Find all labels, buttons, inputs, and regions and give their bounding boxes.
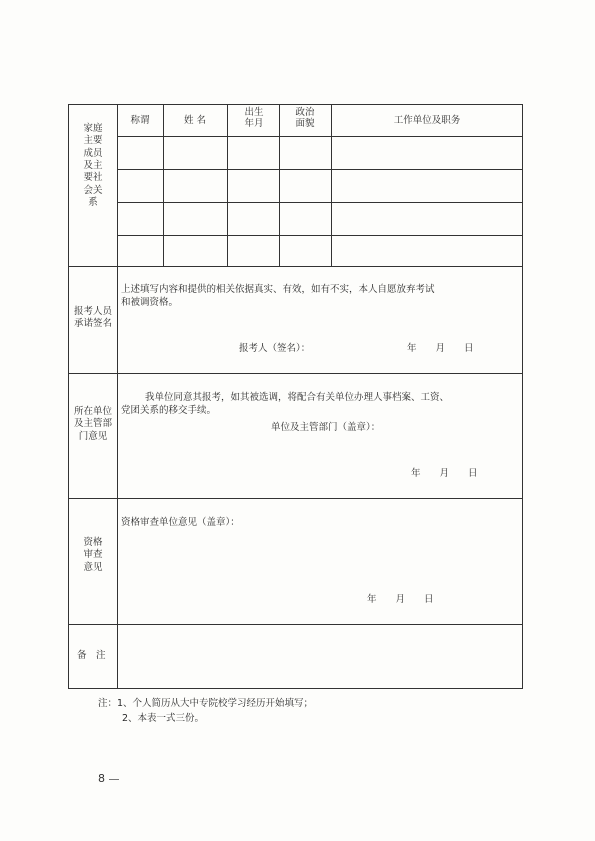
page-number-dash: [109, 779, 119, 780]
review-section-label: 资格审查意见: [83, 537, 103, 573]
unit-statement: 我单位同意其报考，如其被选调，将配合有关单位办理人事档案、工资、: [145, 392, 450, 403]
row-divider: [117, 202, 523, 203]
column-divider: [331, 105, 332, 266]
footnote-2: 2、本表一式三份。: [122, 713, 205, 724]
applicant-statement: 上述填写内容和提供的相关依据真实、有效，如有不实，本人自愿放弃考试: [121, 284, 435, 295]
applicant-section-label: 报考人员承诺签名: [73, 306, 112, 330]
section-divider: [69, 624, 523, 625]
row-divider: [117, 169, 523, 170]
section-divider: [69, 373, 523, 374]
applicant-statement-cont: 和被调资格。: [121, 297, 179, 308]
unit-statement-cont: 党团关系的移交手续。: [121, 405, 217, 416]
column-divider: [227, 105, 228, 266]
registration-form-table: [68, 104, 523, 689]
footnote-1: 注：1、个人简历从大中专院校学习经历开始填写；: [98, 698, 314, 709]
column-header-political-status: 政治面貌: [295, 107, 315, 129]
unit-signature-label: 单位及主管部门（盖章）：: [271, 422, 381, 433]
section-divider: [69, 266, 523, 267]
family-section-label: 家庭主要成员及主要社会关系: [83, 123, 103, 209]
page-number-text: 8: [98, 772, 105, 785]
unit-date: 年 月 日: [411, 468, 478, 479]
review-date: 年 月 日: [367, 594, 434, 605]
page-number: [98, 772, 119, 785]
applicant-signature-label: 报考人（签名）：: [239, 343, 311, 354]
label-column-divider: [117, 105, 118, 689]
row-divider: [117, 136, 523, 137]
section-divider: [69, 498, 523, 499]
remarks-label: 备 注: [77, 650, 106, 661]
column-header-employer-position: 工作单位及职务: [393, 115, 461, 126]
review-statement: 资格审查单位意见（盖章）：: [121, 517, 240, 528]
column-header-relation: 称谓: [130, 115, 150, 126]
applicant-date: 年 月 日: [407, 343, 474, 354]
column-divider: [163, 105, 164, 266]
column-header-birth-date: 出生年月: [244, 107, 264, 129]
unit-section-label: 所在单位及主管部门意见: [73, 406, 112, 442]
row-divider: [117, 235, 523, 236]
column-header-name: 姓 名: [183, 115, 207, 126]
column-divider: [279, 105, 280, 266]
